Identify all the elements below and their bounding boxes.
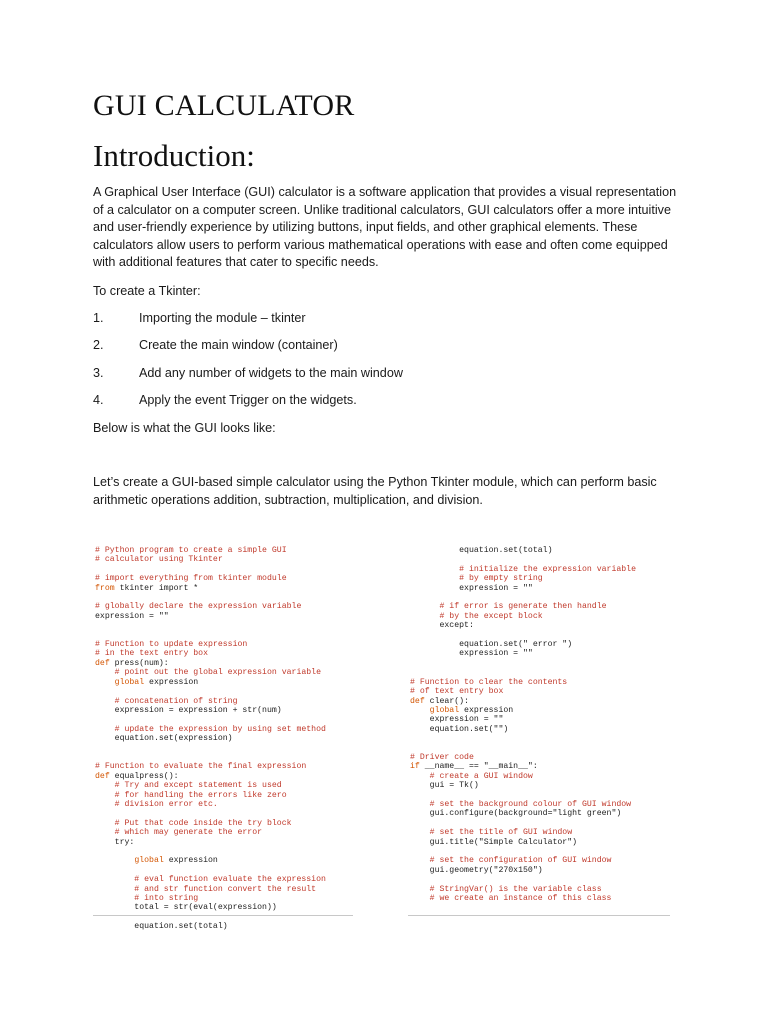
code-line: # Python program to create a simple GUI	[95, 546, 287, 555]
step-text: Apply the event Trigger on the widgets.	[139, 392, 357, 407]
code-line: # we create an instance of this class	[410, 894, 612, 904]
code-line: global expression	[134, 856, 218, 866]
code-line: # initialize the expression variable	[410, 564, 637, 574]
code-line: # point out the global expression variable	[95, 668, 322, 678]
document-title: GUI CALCULATOR	[93, 89, 355, 122]
code-line: expression = ""	[410, 649, 533, 659]
list-item	[93, 365, 403, 392]
code-line: def clear():	[410, 696, 469, 706]
code-line: # globally declare the expression variable	[95, 602, 302, 612]
code-line: # Try and except statement is used	[95, 781, 282, 791]
code-line: # if error is generate then handle	[410, 602, 607, 612]
code-line: # and str function convert the result	[95, 884, 317, 894]
list-item	[93, 392, 403, 419]
code-line: # Function to clear the contents	[410, 677, 568, 687]
list-item	[93, 310, 403, 337]
code-block-right	[410, 546, 636, 903]
code-line: # for handling the errors like zero	[95, 790, 287, 800]
code-line: # Function to evaluate the final expression	[95, 762, 307, 772]
lets-create-paragraph: Let’s create a GUI-based simple calculator using the Python Tkinter module, which can perform basic arithmetic operations addition, subtraction, multiplication, and division.	[93, 475, 657, 507]
code-line: gui = Tk()	[410, 781, 479, 791]
code-line: total = str(eval(expression))	[95, 903, 277, 913]
code-line: equation.set(expression)	[95, 734, 233, 744]
step-text: Importing the module – tkinter	[139, 311, 306, 325]
code-line: expression = ""	[95, 611, 169, 621]
code-line: # which may generate the error	[95, 828, 263, 838]
code-line: gui.configure(background="light green")	[410, 809, 622, 819]
code-line: expression = ""	[410, 583, 533, 593]
code-line: equation.set(total)	[95, 922, 228, 932]
code-line: equation.set(total)	[410, 546, 553, 555]
code-line: gui.geometry("270x150")	[410, 865, 543, 875]
code-line: if __name__ == "__main__":	[410, 762, 538, 772]
step-number: 4.	[93, 392, 104, 407]
step-number: 2.	[93, 338, 104, 353]
code-line: # of text entry box	[410, 687, 504, 697]
step-number: 1.	[93, 311, 104, 325]
code-line: from tkinter import *	[95, 583, 199, 593]
code-line: expression = expression + str(num)	[95, 705, 282, 715]
code-divider-right	[408, 915, 670, 916]
code-line: # Driver code	[410, 752, 474, 762]
gui-looks-like-text: Below is what the GUI looks like:	[93, 421, 276, 435]
code-line: # Function to update expression	[95, 640, 248, 650]
code-line: except:	[410, 621, 474, 631]
code-line: # division error etc.	[95, 799, 218, 809]
code-line: # set the background colour of GUI window	[410, 799, 632, 809]
code-line: def press(num):	[95, 658, 169, 668]
code-line: # calculator using Tkinter	[95, 555, 223, 565]
intro-paragraph: A Graphical User Interface (GUI) calculator is a software application that provides a visual representation of a calculator on a computer screen. Unlike traditional calculators, GUI calculators offer a more intuitive and user-friendly experience by utilizing buttons, input fields, and other graphical elements. These calculators allow users to perform various mathematical operations with ease and often come equipped with additional features that cater to specific needs.	[93, 185, 677, 270]
code-line: # eval function evaluate the expression	[95, 875, 326, 885]
code-line: # update the expression by using set method	[95, 724, 326, 734]
code-line: # set the configuration of GUI window	[410, 856, 612, 866]
code-line: def equalpress():	[95, 771, 179, 781]
introduction-heading: Introduction:	[93, 138, 255, 173]
step-number: 3.	[93, 365, 104, 380]
code-line: global expression	[429, 705, 514, 715]
code-block-left	[95, 546, 326, 932]
steps-list	[93, 310, 403, 419]
code-line: global expression	[114, 677, 199, 687]
code-line: try:	[95, 837, 135, 847]
tkinter-intro: To create a Tkinter:	[93, 284, 201, 298]
step-text: Add any number of widgets to the main window	[139, 365, 403, 380]
code-line: equation.set("")	[410, 724, 509, 734]
code-line: # by empty string	[410, 574, 543, 584]
code-line: # StringVar() is the variable class	[410, 884, 602, 894]
code-line: # Put that code inside the try block	[95, 818, 292, 828]
code-line: # create a GUI window	[410, 771, 533, 781]
code-line: # in the text entry box	[95, 649, 209, 659]
step-text: Create the main window (container)	[139, 338, 338, 353]
code-line: gui.title("Simple Calculator")	[410, 837, 578, 847]
code-line: expression = ""	[410, 715, 504, 725]
list-item	[93, 337, 403, 364]
code-line: # into string	[95, 894, 199, 904]
code-line: equation.set(" error ")	[410, 640, 573, 650]
code-line: # by the except block	[410, 611, 543, 621]
code-divider-left	[93, 915, 353, 916]
code-line: # set the title of GUI window	[410, 828, 573, 838]
code-line: # concatenation of string	[95, 696, 238, 706]
code-line: # import everything from tkinter module	[95, 574, 287, 584]
